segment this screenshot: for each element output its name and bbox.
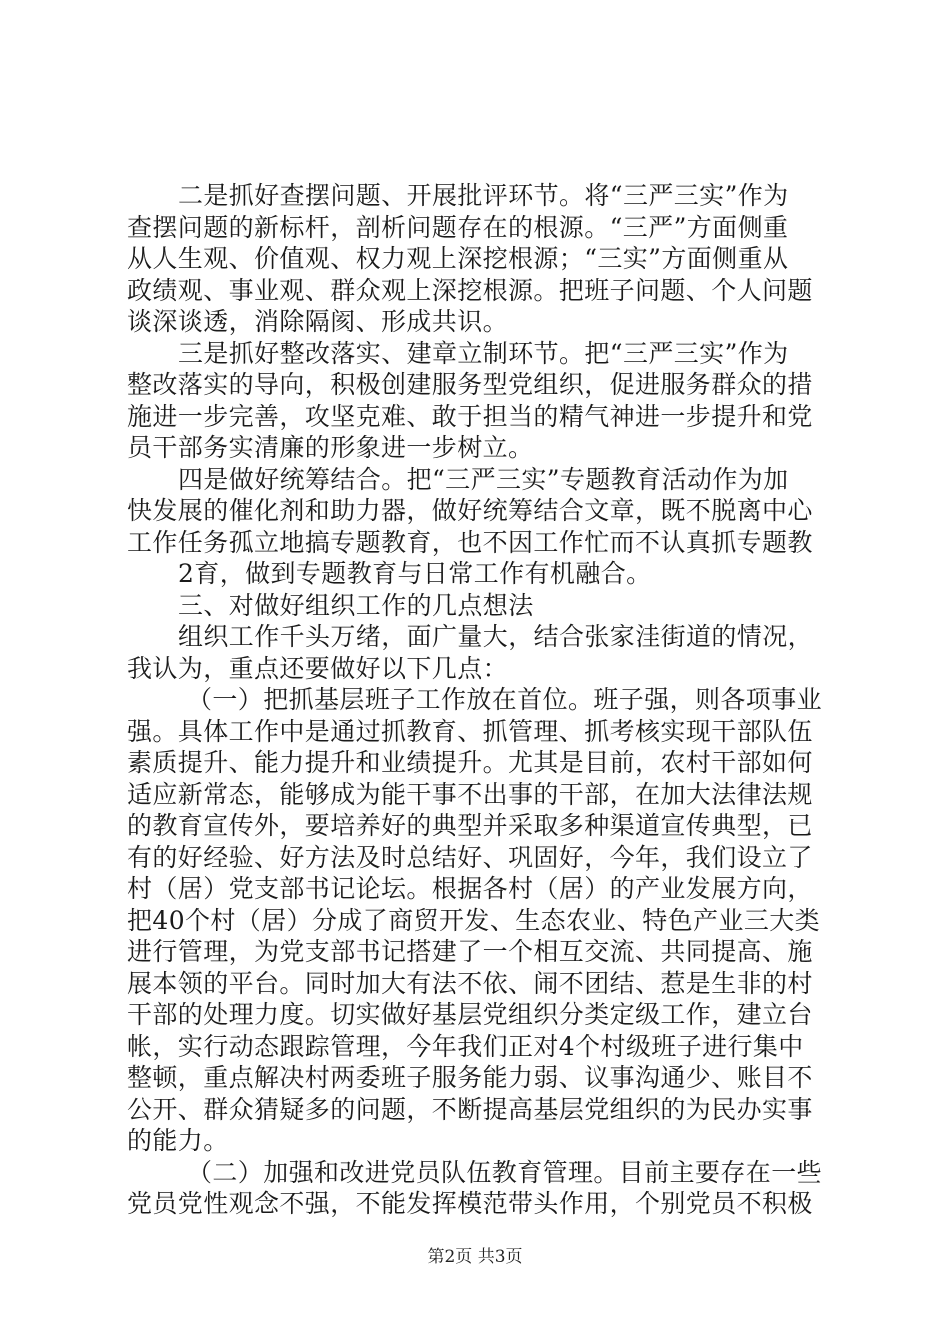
text-line: 从人生观、价值观、权力观上深挖根源；“三实”方面侧重从 (127, 244, 789, 273)
text-line: 帐，实行动态跟踪管理，今年我们正对4个村级班子进行集中 (127, 1032, 804, 1061)
text-line: 四是做好统筹结合。把“三严三实”专题教育活动作为加 (178, 465, 789, 494)
text-line: 整改落实的导向，积极创建服务型党组织，促进服务群众的措 (127, 370, 813, 399)
text-line: 展本领的平台。同时加大有法不依、闹不团结、惹是生非的村 (127, 969, 813, 998)
text-line: 的教育宣传外，要培养好的典型并采取多种渠道宣传典型，已 (127, 811, 813, 840)
text-line: 的能力。 (127, 1126, 229, 1155)
text-line: 进行管理，为党支部书记搭建了一个相互交流、共同提高、施 (127, 937, 813, 966)
text-line: 党员党性观念不强，不能发挥模范带头作用，个别党员不积极 (127, 1189, 813, 1218)
text-line: 适应新常态，能够成为能干事不出事的干部，在加大法律法规 (127, 780, 813, 809)
text-line: 公开、群众猜疑多的问题，不断提高基层党组织的为民办实事 (127, 1095, 813, 1124)
text-line: 工作任务孤立地搞专题教育，也不因工作忙而不认真抓专题教 (127, 528, 813, 557)
text-line: 谈深谈透，消除隔阂、形成共识。 (127, 307, 509, 336)
text-line: 有的好经验、好方法及时总结好、巩固好，今年，我们设立了 (127, 843, 813, 872)
text-line: 村（居）党支部书记论坛。根据各村（居）的产业发展方向， (127, 874, 813, 903)
text-line: （一）把抓基层班子工作放在首位。班子强，则各项事业 (187, 685, 823, 714)
text-line: 干部的处理力度。切实做好基层党组织分类定级工作，建立台 (127, 1000, 813, 1029)
text-line: 把40个村（居）分成了商贸开发、生态农业、特色产业三大类 (127, 906, 821, 935)
section-heading: 三、对做好组织工作的几点想法 (178, 591, 534, 620)
text-line: 员干部务实清廉的形象进一步树立。 (127, 433, 534, 462)
text-line: 2育，做到专题教育与日常工作有机融合。 (178, 559, 652, 588)
text-line: 二是抓好查摆问题、开展批评环节。将“三严三实”作为 (178, 181, 789, 210)
text-line: 组织工作千头万绪，面广量大，结合张家洼街道的情况， (178, 622, 814, 651)
text-line: 三是抓好整改落实、建章立制环节。把“三严三实”作为 (178, 339, 789, 368)
text-line: 素质提升、能力提升和业绩提升。尤其是目前，农村干部如何 (127, 748, 813, 777)
text-line: 强。具体工作中是通过抓教育、抓管理、抓考核实现干部队伍 (127, 717, 813, 746)
text-line: 政绩观、事业观、群众观上深挖根源。把班子问题、个人问题 (127, 276, 813, 305)
text-line: 查摆问题的新标杆，剖析问题存在的根源。“三严”方面侧重 (127, 213, 789, 242)
page-footer: 第2页 共3页 (427, 1247, 523, 1267)
text-line: 快发展的催化剂和助力器，做好统筹结合文章，既不脱离中心 (127, 496, 813, 525)
text-line: （二）加强和改进党员队伍教育管理。目前主要存在一些 (187, 1158, 823, 1187)
text-line: 整顿，重点解决村两委班子服务能力弱、议事沟通少、账目不 (127, 1063, 813, 1092)
text-line: 我认为，重点还要做好以下几点： (127, 654, 509, 683)
text-line: 施进一步完善，攻坚克难、敢于担当的精气神进一步提升和党 (127, 402, 813, 431)
